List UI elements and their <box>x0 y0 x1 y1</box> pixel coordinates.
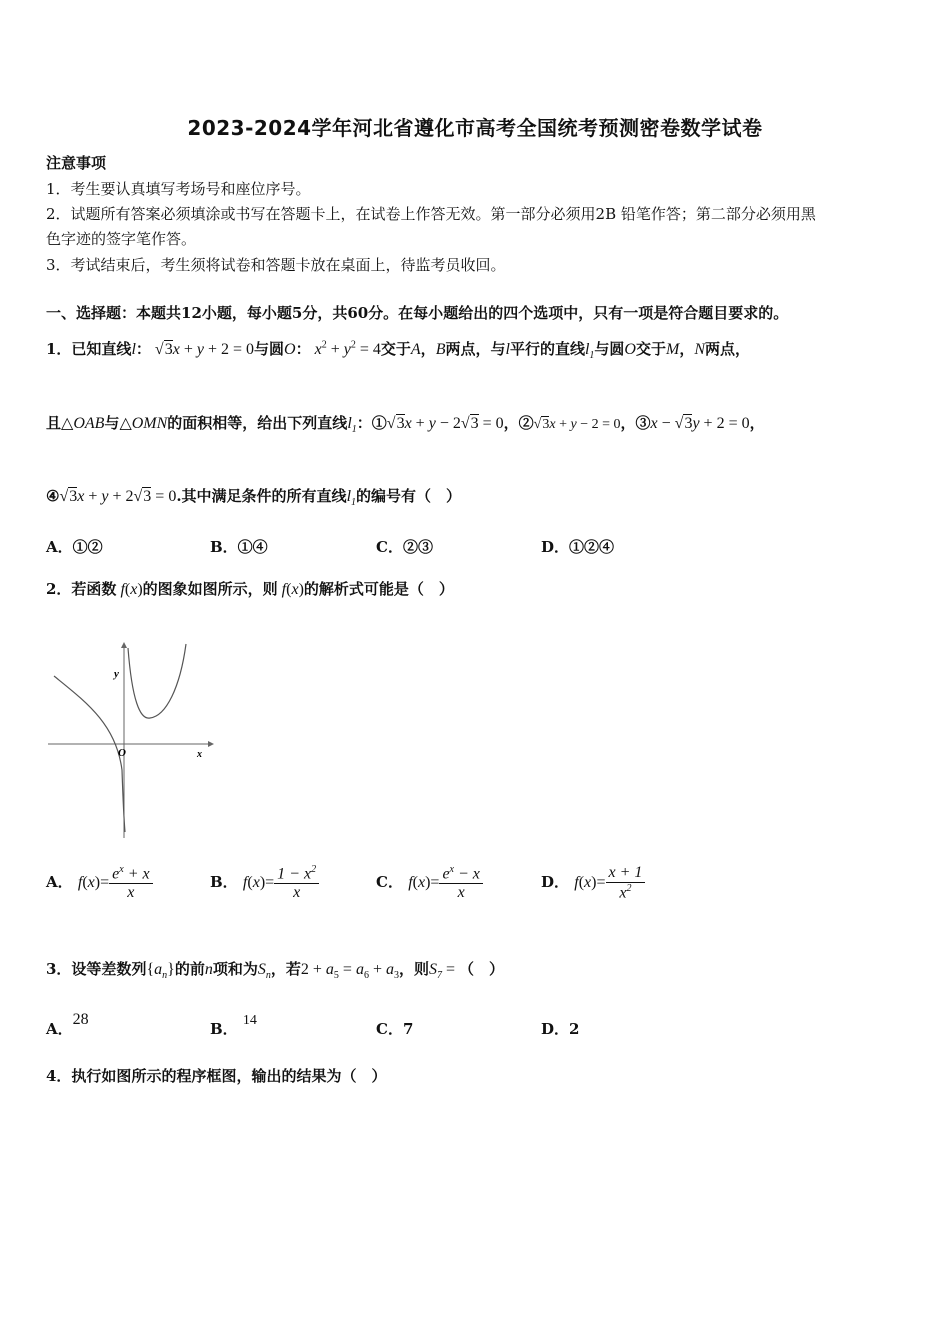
q1-option-b[interactable]: B．①④ <box>210 538 268 556</box>
q1-text: ④ <box>46 487 60 505</box>
question-1-line-1: 1．已知直线l： √3x + y + 2 = 0与圆O： $x^2 + y^2 = 4$交于A，B两点，与l平行的直线$l_1$与圆O交于M，N两点， <box>46 339 751 362</box>
q1-text: ，② <box>503 414 534 432</box>
q3-text: ，若 <box>270 960 301 978</box>
notice-item: 1．考生要认真填写考场号和座位序号。 <box>46 180 311 198</box>
notice-item: 色字迹的签字笔作答。 <box>46 230 197 248</box>
q3-option-d[interactable]: D．2 <box>541 1020 580 1038</box>
q1-option-d[interactable]: D．①②④ <box>541 538 615 556</box>
q1-text: 与圆 <box>594 340 625 358</box>
q1-text: 交于 <box>380 340 411 358</box>
q1-option-a[interactable]: A．①② <box>46 538 103 556</box>
q1-text: 两点， <box>705 340 751 358</box>
q1-text: ，③ <box>620 414 651 432</box>
q3-text: ，则 <box>398 960 429 978</box>
q2-text: 的解析式可能是（ ） <box>303 580 454 598</box>
notice-heading: 注意事项 <box>46 154 107 172</box>
q2-text: 的图象如图所示，则 <box>142 580 278 598</box>
q1-equation: √3x + y + 2 = 0 <box>150 341 254 358</box>
q1-text: ：① <box>356 414 387 432</box>
notice-item: 2．试题所有答案必须填涂或书写在答题卡上，在试卷上作答无效。第一部分必须用2B 铅笔作答；第二部分必须用黑 <box>46 205 816 223</box>
q3-option-b[interactable]: B． 14 <box>210 1013 257 1038</box>
section-heading: 一、选择题：本题共12小题，每小题5分，共60分。在每小题给出的四个选项中，只有一项是符合题目要求的。 <box>46 304 789 322</box>
q1-text: 交于 <box>635 340 666 358</box>
q1-text: 的编号有（ ） <box>356 487 462 505</box>
question-4: 4．执行如图所示的程序框图，输出的结果为（ ） <box>46 1067 387 1085</box>
q1-text: 平行的直线 <box>509 340 585 358</box>
q1-text: .其中满足条件的所有直线 <box>176 487 347 505</box>
page-title: 2023-2024学年河北省遵化市高考全国统考预测密卷数学试卷 <box>187 116 763 140</box>
notice-item: 3．考试结束后，考生须将试卷和答题卡放在桌面上，待监考员收回。 <box>46 256 506 274</box>
q3-text: 项和为 <box>212 960 258 978</box>
q2-option-d[interactable]: D． f(x)= $\frac{x + 1}{x^2}$ <box>541 864 645 902</box>
q1-text: 的面积相等，给出下列直线 <box>167 414 348 432</box>
q2-option-a[interactable]: A． f(x)= $\frac{e^x + x}{x}$ <box>46 864 153 902</box>
q2-option-c[interactable]: C． f(x)= $\frac{e^x - x}{x}$ <box>376 864 483 902</box>
q3-text: （ ） <box>459 960 505 978</box>
question-1-line-3: ④√3x + y + 2√3 = 0.其中满足条件的所有直线$l_1$的编号有（ ） <box>46 487 462 509</box>
q2-option-b[interactable]: B． f(x)= $\frac{1 - x^2}{x}$ <box>210 864 319 902</box>
q3-option-a[interactable]: A．28 <box>46 1011 89 1038</box>
graph-x-label: x <box>197 749 202 760</box>
q1-text: 与圆 <box>254 340 285 358</box>
q2-text: 2．若函数 <box>46 580 117 598</box>
question-3: 3．设等差数列$\{a_n\}$的前n项和为$S_n$，若$2 + a_5 = a_6 + a_3$，则$S_7$ = （ ） <box>46 960 505 982</box>
q1-text: 两点，与 <box>445 340 506 358</box>
question-1-line-2: 且△OAB与△OMN的面积相等，给出下列直线$l_1$：①√3x + y − 2√3 = 0，②√3x + y − 2 = 0，③x − √3y + 2 = 0， <box>46 414 765 436</box>
q1-circle: $x^2 + y^2 = 4$ <box>314 339 381 358</box>
graph-y-label: y <box>114 668 119 680</box>
graph-origin-label: O <box>118 747 126 759</box>
q1-text: 且 <box>46 414 62 432</box>
q1-text: 1．已知直线 <box>46 340 132 358</box>
question-2: 2．若函数 f(x)的图象如图所示，则 f(x)的解析式可能是（ ） <box>46 580 454 598</box>
q1-text: 与 <box>104 414 120 432</box>
q1-option-c[interactable]: C．②③ <box>376 538 433 556</box>
q3-text: 3．设等差数列 <box>46 960 147 978</box>
q3-option-c[interactable]: C．7 <box>376 1020 414 1038</box>
q3-text: 的前 <box>174 960 205 978</box>
q2-function-graph <box>46 640 216 840</box>
